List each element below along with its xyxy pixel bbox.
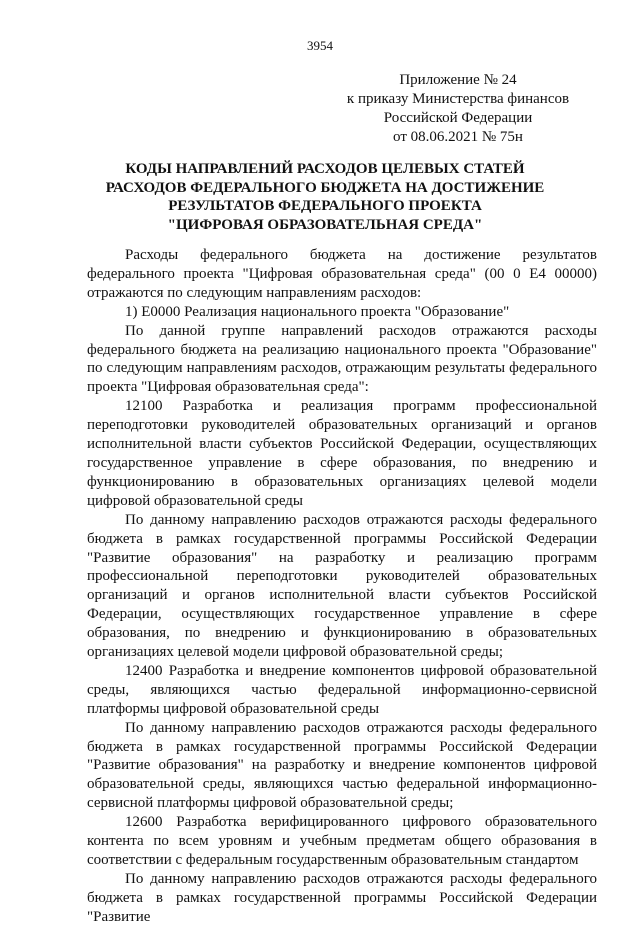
appendix-line: к приказу Министерства финансов xyxy=(346,91,570,107)
body-paragraph: 12600 Разработка верифицированного цифрового образовательного контента по всем уровням и учебным предметам общего образования в соответствии с федеральным государственным образовательным стандартом xyxy=(87,814,597,868)
title-line: "ЦИФРОВАЯ ОБРАЗОВАТЕЛЬНАЯ СРЕДА" xyxy=(167,216,483,233)
title-line: РЕЗУЛЬТАТОВ ФЕДЕРАЛЬНОГО ПРОЕКТА xyxy=(168,198,482,214)
page-number: 3954 xyxy=(307,38,333,53)
body-paragraph: 12400 Разработка и внедрение компонентов цифровой образовательной среды, являющихся частью федеральной информационно-сервисной платформы цифровой образовательной среды xyxy=(87,662,597,717)
title-line: КОДЫ НАПРАВЛЕНИЙ РАСХОДОВ ЦЕЛЕВЫХ СТАТЕЙ xyxy=(125,161,525,177)
body-paragraph: Расходы федерального бюджета на достижение результатов федерального проекта "Цифровая образовательная среда" (00 0 Е4 00000) отражаются по следующим направлениям расходов: xyxy=(87,247,597,301)
body-paragraph: 12100 Разработка и реализация программ профессиональной переподготовки руководителей образовательных организаций и органов исполнительной власти субъектов Российской Федерации, осуществляющих государственное управление в сфере образования, по внедрению и функционированию в образовательных организациях целевой модели цифровой образовательной среды xyxy=(87,398,597,509)
body-paragraph: По данной группе направлений расходов отражаются расходы федерального бюджета на реализацию национального проекта "Образование" по следующим направлениям расходов, отражающим результаты федерального проекта "Цифровая образовательная среда": xyxy=(87,322,597,396)
document-title xyxy=(70,160,580,234)
appendix-header xyxy=(340,71,576,147)
appendix-line: от 08.06.2021 № 75н xyxy=(393,129,523,145)
body-paragraph: По данному направлению расходов отражаются расходы федерального бюджета в рамках государственной программы Российской Федерации "Развитие xyxy=(87,870,597,925)
appendix-line: Российской Федерации xyxy=(383,110,533,126)
body-paragraph: 1) Е0000 Реализация национального проекта "Образование" xyxy=(125,303,510,320)
appendix-line: Приложение № 24 xyxy=(399,72,517,88)
title-line: РАСХОДОВ ФЕДЕРАЛЬНОГО БЮДЖЕТА НА ДОСТИЖЕНИЕ xyxy=(105,179,545,196)
body-paragraph: По данному направлению расходов отражаются расходы федерального бюджета в рамках государственной программы Российской Федерации "Развитие образования" на разработку и внедрение компонентов цифровой образовательной среды, являющихся частью федеральной информационно-сервисной платформы цифровой образовательной среды; xyxy=(87,719,597,812)
document-body xyxy=(87,246,597,927)
body-paragraph: По данному направлению расходов отражаются расходы федерального бюджета в рамках государственной программы Российской Федерации "Развитие образования" на разработку и реализацию программ профессиональной переподготовки руководителей образовательных организаций и органов исполнительной власти субъектов Российской Федерации, осуществляющих государственное управление в сфере образования, по внедрению и функционированию в образовательных организациях целевой модели цифровой образовательной среды; xyxy=(87,511,597,661)
